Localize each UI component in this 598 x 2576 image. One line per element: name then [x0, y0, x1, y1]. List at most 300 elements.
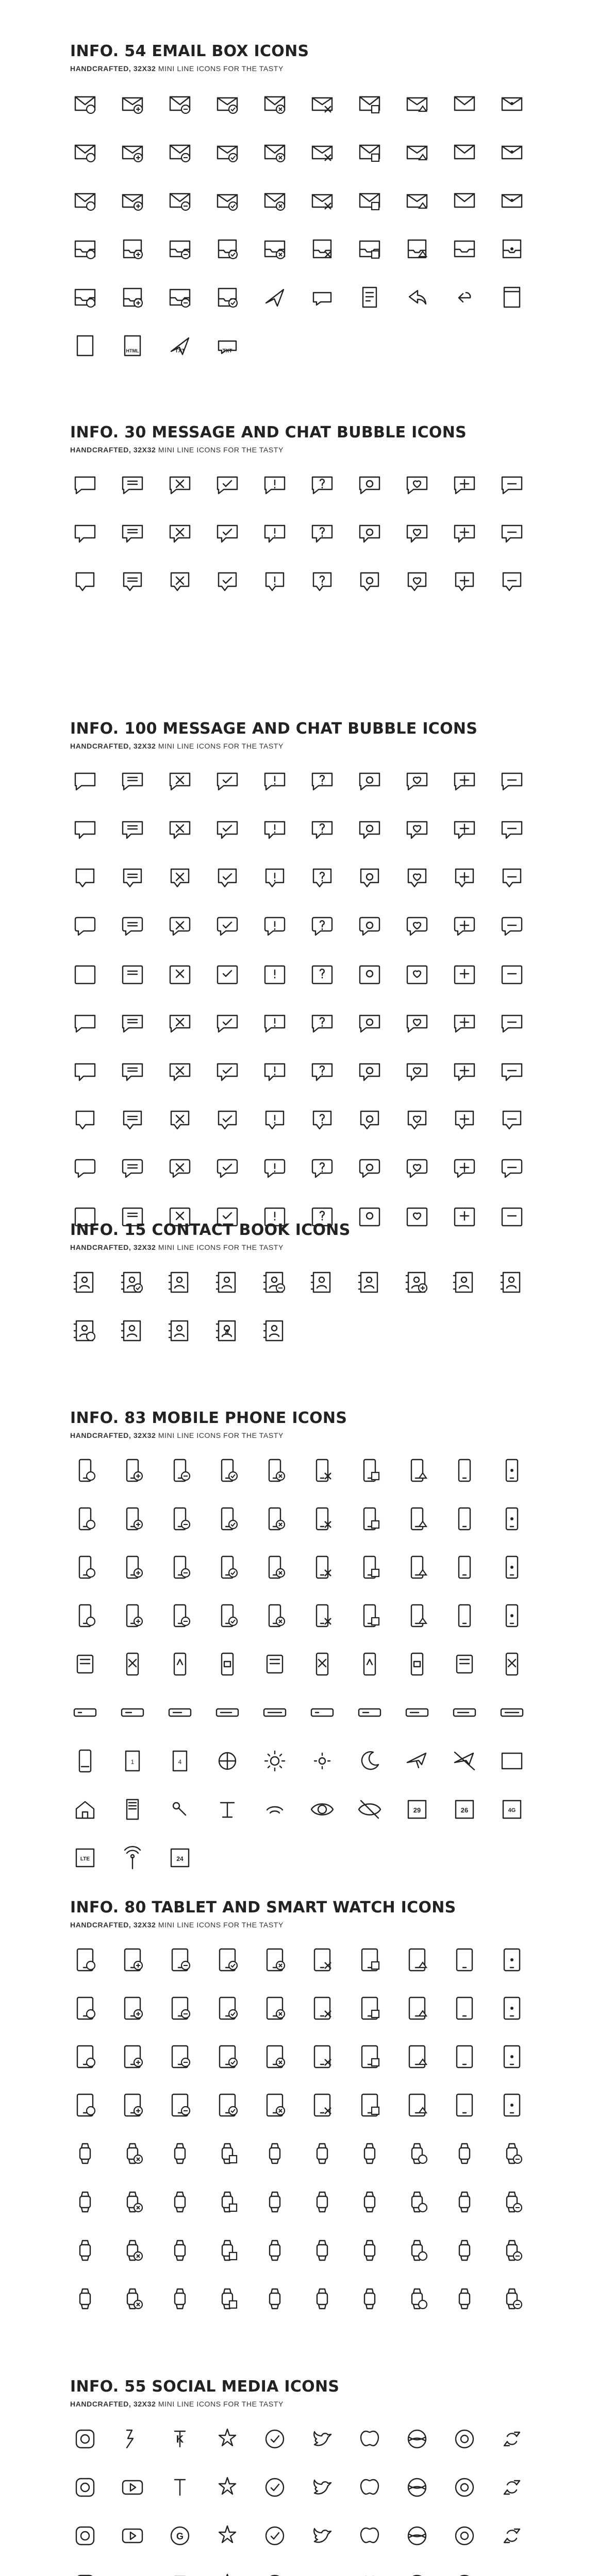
social-icon: [118, 2472, 147, 2502]
phone-icon: [118, 1601, 147, 1631]
phone-icon: [355, 1746, 385, 1776]
phone-icon: [118, 1455, 147, 1485]
chat-icon: [165, 1154, 195, 1183]
chat-icon: [497, 766, 527, 796]
chat-icon: [70, 766, 100, 796]
chat-icon: [355, 470, 385, 500]
section-subtitle: HANDCRAFTED, 32X32 MINI LINE ICONS FOR THE TASTY: [70, 446, 284, 454]
phone-icon: [260, 1698, 290, 1727]
phone-icon: [355, 1504, 385, 1534]
email-icon: [307, 185, 337, 215]
chat-icon: [450, 863, 479, 893]
email-icon: [70, 234, 100, 264]
phone-icon: [212, 1601, 242, 1631]
phone-icon: [450, 1794, 479, 1824]
tablet-icon: [118, 1945, 147, 1975]
tablet-icon: [402, 2187, 432, 2217]
social-icon: [402, 2521, 432, 2551]
tablet-icon: [450, 2139, 479, 2168]
contact-icon: [497, 1267, 527, 1297]
chat-icon: [165, 960, 195, 990]
phone-icon: [307, 1649, 337, 1679]
phone-icon: [118, 1552, 147, 1582]
section-subtitle: HANDCRAFTED, 32X32 MINI LINE ICONS FOR THE TASTY: [70, 1243, 284, 1251]
chat-icon: [450, 518, 479, 548]
chat-icon: [260, 1105, 290, 1135]
phone-icon: [402, 1794, 432, 1824]
chat-icon: [307, 1008, 337, 1038]
tablet-icon: [355, 2284, 385, 2314]
chat-icon: [307, 960, 337, 990]
email-icon: [260, 234, 290, 264]
chat-icon: [355, 1105, 385, 1135]
phone-icon: [165, 1843, 195, 1873]
section-message-30: [70, 423, 534, 635]
chat-icon: [355, 863, 385, 893]
email-icon: [450, 282, 479, 312]
tablet-icon: [70, 2090, 100, 2120]
chat-icon: [260, 960, 290, 990]
section-mobile-phone: [70, 1409, 534, 1899]
social-icon: [118, 2424, 147, 2454]
phone-icon: [260, 1649, 290, 1679]
social-icon: [307, 2472, 337, 2502]
email-icon: [165, 331, 195, 361]
chat-icon: [260, 1057, 290, 1087]
phone-icon: [355, 1698, 385, 1727]
chat-icon: [212, 1154, 242, 1183]
email-icon: [212, 282, 242, 312]
tablet-icon: [165, 2042, 195, 2072]
tablet-icon: [212, 2284, 242, 2314]
chat-icon: [165, 766, 195, 796]
contact-icon: [450, 1267, 479, 1297]
tablet-icon: [355, 1945, 385, 1975]
svg-text:A: A: [224, 1329, 229, 1336]
chat-icon: [355, 815, 385, 844]
chat-icon: [70, 470, 100, 500]
tablet-icon: [165, 1993, 195, 2023]
chat-icon: [307, 518, 337, 548]
phone-icon: [165, 1649, 195, 1679]
email-icon: [260, 282, 290, 312]
phone-icon: [497, 1649, 527, 1679]
tablet-icon: [70, 2187, 100, 2217]
email-icon: [165, 282, 195, 312]
tablet-icon: [497, 2284, 527, 2314]
chat-icon: [118, 815, 147, 844]
tablet-icon: [307, 2187, 337, 2217]
phone-icon: [118, 1843, 147, 1873]
chat-icon: [355, 518, 385, 548]
phone-icon: [402, 1552, 432, 1582]
email-icon: [402, 137, 432, 167]
phone-icon: [118, 1698, 147, 1727]
social-icon: [260, 2472, 290, 2502]
email-icon: [260, 185, 290, 215]
tablet-icon: [70, 2284, 100, 2314]
icon-grid: [70, 766, 534, 1261]
tablet-icon: [355, 2187, 385, 2217]
chat-icon: [260, 766, 290, 796]
chat-icon: [260, 518, 290, 548]
email-icon: [118, 282, 147, 312]
tablet-icon: [212, 2139, 242, 2168]
phone-icon: [260, 1746, 290, 1776]
social-icon: [307, 2521, 337, 2551]
tablet-icon: [497, 2187, 527, 2217]
tablet-icon: [118, 2235, 147, 2265]
phone-icon: [165, 1601, 195, 1631]
phone-icon: [260, 1552, 290, 1582]
phone-icon: [260, 1601, 290, 1631]
email-icon: [70, 282, 100, 312]
phone-icon: [402, 1455, 432, 1485]
phone-icon: [307, 1455, 337, 1485]
phone-icon: [70, 1794, 100, 1824]
chat-icon: [260, 470, 290, 500]
tablet-icon: [212, 2042, 242, 2072]
social-icon: [165, 2521, 195, 2551]
chat-icon: [118, 1008, 147, 1038]
email-icon: [402, 234, 432, 264]
svg-text:24: 24: [176, 1855, 184, 1862]
chat-icon: [450, 1008, 479, 1038]
phone-icon: [70, 1504, 100, 1534]
tablet-icon: [260, 2235, 290, 2265]
chat-icon: [355, 766, 385, 796]
phone-icon: [165, 1455, 195, 1485]
section-title: INFO. 80 TABLET AND SMART WATCH ICONS: [70, 1899, 456, 1917]
chat-icon: [497, 1154, 527, 1183]
social-icon: [70, 2521, 100, 2551]
tablet-icon: [307, 1945, 337, 1975]
chat-icon: [118, 567, 147, 597]
tablet-icon: [165, 1945, 195, 1975]
phone-icon: [307, 1504, 337, 1534]
chat-icon: [497, 1008, 527, 1038]
chat-icon: [402, 1154, 432, 1183]
social-icon: [165, 2424, 195, 2454]
email-icon: [450, 185, 479, 215]
social-icon: [212, 2472, 242, 2502]
phone-icon: [402, 1746, 432, 1776]
section-email: [70, 42, 534, 367]
phone-icon: [212, 1698, 242, 1727]
social-icon: [450, 2472, 479, 2502]
tablet-icon: [165, 2187, 195, 2217]
chat-icon: [402, 766, 432, 796]
tablet-icon: [260, 2187, 290, 2217]
tablet-icon: [70, 2042, 100, 2072]
contact-icon: [212, 1316, 242, 1346]
tablet-icon: [70, 2139, 100, 2168]
contact-icon: [165, 1316, 195, 1346]
section-title: INFO. 15 CONTACT BOOK ICONS: [70, 1221, 351, 1239]
tablet-icon: [402, 2090, 432, 2120]
section-title: INFO. 54 EMAIL BOX ICONS: [70, 42, 309, 60]
svg-text:26: 26: [460, 1806, 469, 1814]
phone-icon: [307, 1601, 337, 1631]
chat-icon: [212, 1057, 242, 1087]
chat-icon: [355, 1008, 385, 1038]
chat-icon: [260, 1154, 290, 1183]
tablet-icon: [260, 2090, 290, 2120]
phone-icon: [70, 1746, 100, 1776]
phone-icon: [307, 1552, 337, 1582]
chat-icon: [212, 911, 242, 941]
phone-icon: [212, 1794, 242, 1824]
chat-icon: [402, 863, 432, 893]
chat-icon: [118, 1105, 147, 1135]
phone-icon: [355, 1794, 385, 1824]
chat-icon: [497, 911, 527, 941]
chat-icon: [70, 1154, 100, 1183]
email-icon: [118, 185, 147, 215]
phone-icon: [402, 1601, 432, 1631]
contact-icon: [118, 1316, 147, 1346]
social-icon: [118, 2521, 147, 2551]
phone-icon: [260, 1794, 290, 1824]
tablet-icon: [307, 2139, 337, 2168]
chat-icon: [497, 863, 527, 893]
phone-icon: [118, 1504, 147, 1534]
chat-icon: [402, 960, 432, 990]
email-icon: [497, 137, 527, 167]
phone-icon: [165, 1698, 195, 1727]
email-icon: [165, 137, 195, 167]
tablet-icon: [355, 2139, 385, 2168]
phone-icon: [212, 1504, 242, 1534]
chat-icon: [118, 766, 147, 796]
chat-icon: [260, 911, 290, 941]
chat-icon: [118, 1057, 147, 1087]
email-icon: [212, 331, 242, 361]
section-tablet-watch: [70, 1899, 534, 2336]
phone-icon: [212, 1455, 242, 1485]
chat-icon: [307, 1154, 337, 1183]
svg-text:HTML: HTML: [126, 348, 139, 353]
chat-icon: [307, 1105, 337, 1135]
chat-icon: [450, 815, 479, 844]
chat-icon: [402, 815, 432, 844]
section-subtitle: HANDCRAFTED, 32X32 MINI LINE ICONS FOR THE TASTY: [70, 2400, 284, 2408]
tablet-icon: [212, 2235, 242, 2265]
social-icon: [118, 2569, 147, 2576]
section-subtitle: HANDCRAFTED, 32X32 MINI LINE ICONS FOR THE TASTY: [70, 1431, 284, 1439]
social-icon: [260, 2521, 290, 2551]
tablet-icon: [212, 2090, 242, 2120]
phone-icon: [402, 1504, 432, 1534]
phone-icon: [355, 1552, 385, 1582]
email-icon: [165, 185, 195, 215]
social-icon: [497, 2472, 527, 2502]
tablet-icon: [212, 1945, 242, 1975]
phone-icon: [497, 1698, 527, 1727]
phone-icon: [450, 1504, 479, 1534]
chat-icon: [307, 815, 337, 844]
chat-icon: [402, 1057, 432, 1087]
phone-icon: [165, 1794, 195, 1824]
svg-text:G: G: [176, 2531, 184, 2541]
email-icon: [450, 137, 479, 167]
tablet-icon: [450, 2235, 479, 2265]
phone-icon: [497, 1746, 527, 1776]
chat-icon: [70, 960, 100, 990]
chat-icon: [212, 960, 242, 990]
phone-icon: [118, 1649, 147, 1679]
phone-icon: [70, 1552, 100, 1582]
chat-icon: [212, 1008, 242, 1038]
tablet-icon: [497, 1993, 527, 2023]
social-icon: [450, 2521, 479, 2551]
phone-icon: [165, 1504, 195, 1534]
phone-icon: [450, 1455, 479, 1485]
section-subtitle: HANDCRAFTED, 32X32 MINI LINE ICONS FOR THE TASTY: [70, 1921, 284, 1929]
social-icon: [70, 2424, 100, 2454]
phone-icon: [355, 1601, 385, 1631]
chat-icon: [450, 1057, 479, 1087]
chat-icon: [165, 518, 195, 548]
phone-icon: [307, 1746, 337, 1776]
chat-icon: [497, 518, 527, 548]
tablet-icon: [118, 2042, 147, 2072]
chat-icon: [212, 1105, 242, 1135]
svg-text:TXT: TXT: [222, 348, 232, 354]
social-icon: [212, 2424, 242, 2454]
phone-icon: [70, 1649, 100, 1679]
social-icon: [497, 2521, 527, 2551]
email-icon: [402, 282, 432, 312]
email-icon: [70, 89, 100, 118]
svg-text:4: 4: [178, 1758, 182, 1766]
chat-icon: [497, 960, 527, 990]
social-icon: [497, 2569, 527, 2576]
social-icon: [165, 2569, 195, 2576]
chat-icon: [402, 1105, 432, 1135]
phone-icon: [70, 1455, 100, 1485]
svg-text:1: 1: [130, 1758, 135, 1766]
chat-icon: [165, 470, 195, 500]
chat-icon: [355, 911, 385, 941]
tablet-icon: [497, 1945, 527, 1975]
social-icon: [70, 2472, 100, 2502]
chat-icon: [307, 766, 337, 796]
svg-text:29: 29: [413, 1806, 421, 1814]
section-title: INFO. 83 MOBILE PHONE ICONS: [70, 1409, 347, 1427]
chat-icon: [70, 815, 100, 844]
email-icon: [212, 185, 242, 215]
tablet-icon: [355, 2235, 385, 2265]
tablet-icon: [497, 2139, 527, 2168]
email-icon: [165, 89, 195, 118]
tablet-icon: [450, 2284, 479, 2314]
phone-icon: [402, 1649, 432, 1679]
tablet-icon: [260, 1945, 290, 1975]
email-icon: [118, 137, 147, 167]
social-icon: [165, 2472, 195, 2502]
contact-icon: [165, 1267, 195, 1297]
tablet-icon: [260, 2284, 290, 2314]
tablet-icon: [402, 2042, 432, 2072]
section-title: INFO. 100 MESSAGE AND CHAT BUBBLE ICONS: [70, 720, 478, 738]
phone-icon: [212, 1649, 242, 1679]
email-icon: [307, 89, 337, 118]
phone-icon: [450, 1601, 479, 1631]
social-icon: [355, 2521, 385, 2551]
chat-icon: [70, 863, 100, 893]
contact-icon: [260, 1267, 290, 1297]
tablet-icon: [212, 2187, 242, 2217]
chat-icon: [118, 1154, 147, 1183]
tablet-icon: [165, 2139, 195, 2168]
tablet-icon: [402, 1993, 432, 2023]
email-icon: [355, 89, 385, 118]
social-icon: [450, 2569, 479, 2576]
social-icon: [450, 2424, 479, 2454]
email-icon: [212, 89, 242, 118]
chat-icon: [118, 911, 147, 941]
contact-icon: [70, 1316, 100, 1346]
email-icon: [70, 185, 100, 215]
chat-icon: [165, 1057, 195, 1087]
section-subtitle: HANDCRAFTED, 32X32 MINI LINE ICONS FOR THE TASTY: [70, 742, 284, 750]
section-title: INFO. 30 MESSAGE AND CHAT BUBBLE ICONS: [70, 423, 467, 442]
icon-grid: [70, 89, 534, 367]
tablet-icon: [497, 2042, 527, 2072]
email-icon: [118, 89, 147, 118]
section-social-media: [70, 2378, 534, 2576]
email-icon: [70, 331, 100, 361]
contact-icon: [70, 1267, 100, 1297]
chat-icon: [212, 815, 242, 844]
chat-icon: [450, 960, 479, 990]
tablet-icon: [307, 1993, 337, 2023]
section-message-100: [70, 720, 534, 1261]
chat-icon: [307, 863, 337, 893]
social-icon: [402, 2424, 432, 2454]
email-icon: [212, 234, 242, 264]
tablet-icon: [118, 2187, 147, 2217]
social-icon: [260, 2569, 290, 2576]
chat-icon: [260, 1008, 290, 1038]
chat-icon: [212, 766, 242, 796]
chat-icon: [70, 1105, 100, 1135]
chat-icon: [118, 470, 147, 500]
phone-icon: [402, 1698, 432, 1727]
tablet-icon: [212, 1993, 242, 2023]
email-icon: [355, 185, 385, 215]
phone-icon: [212, 1746, 242, 1776]
tablet-icon: [450, 1945, 479, 1975]
phone-icon: [118, 1746, 147, 1776]
tablet-icon: [450, 2187, 479, 2217]
chat-icon: [212, 470, 242, 500]
chat-icon: [450, 766, 479, 796]
phone-icon: [450, 1746, 479, 1776]
chat-icon: [70, 1057, 100, 1087]
svg-text:LTE: LTE: [80, 1856, 90, 1862]
tablet-icon: [118, 1993, 147, 2023]
chat-icon: [402, 518, 432, 548]
svg-text:4G: 4G: [508, 1807, 516, 1814]
email-icon: [118, 331, 147, 361]
tablet-icon: [355, 2042, 385, 2072]
chat-icon: [212, 863, 242, 893]
chat-icon: [165, 911, 195, 941]
icon-grid: [70, 1455, 534, 1899]
chat-icon: [450, 470, 479, 500]
